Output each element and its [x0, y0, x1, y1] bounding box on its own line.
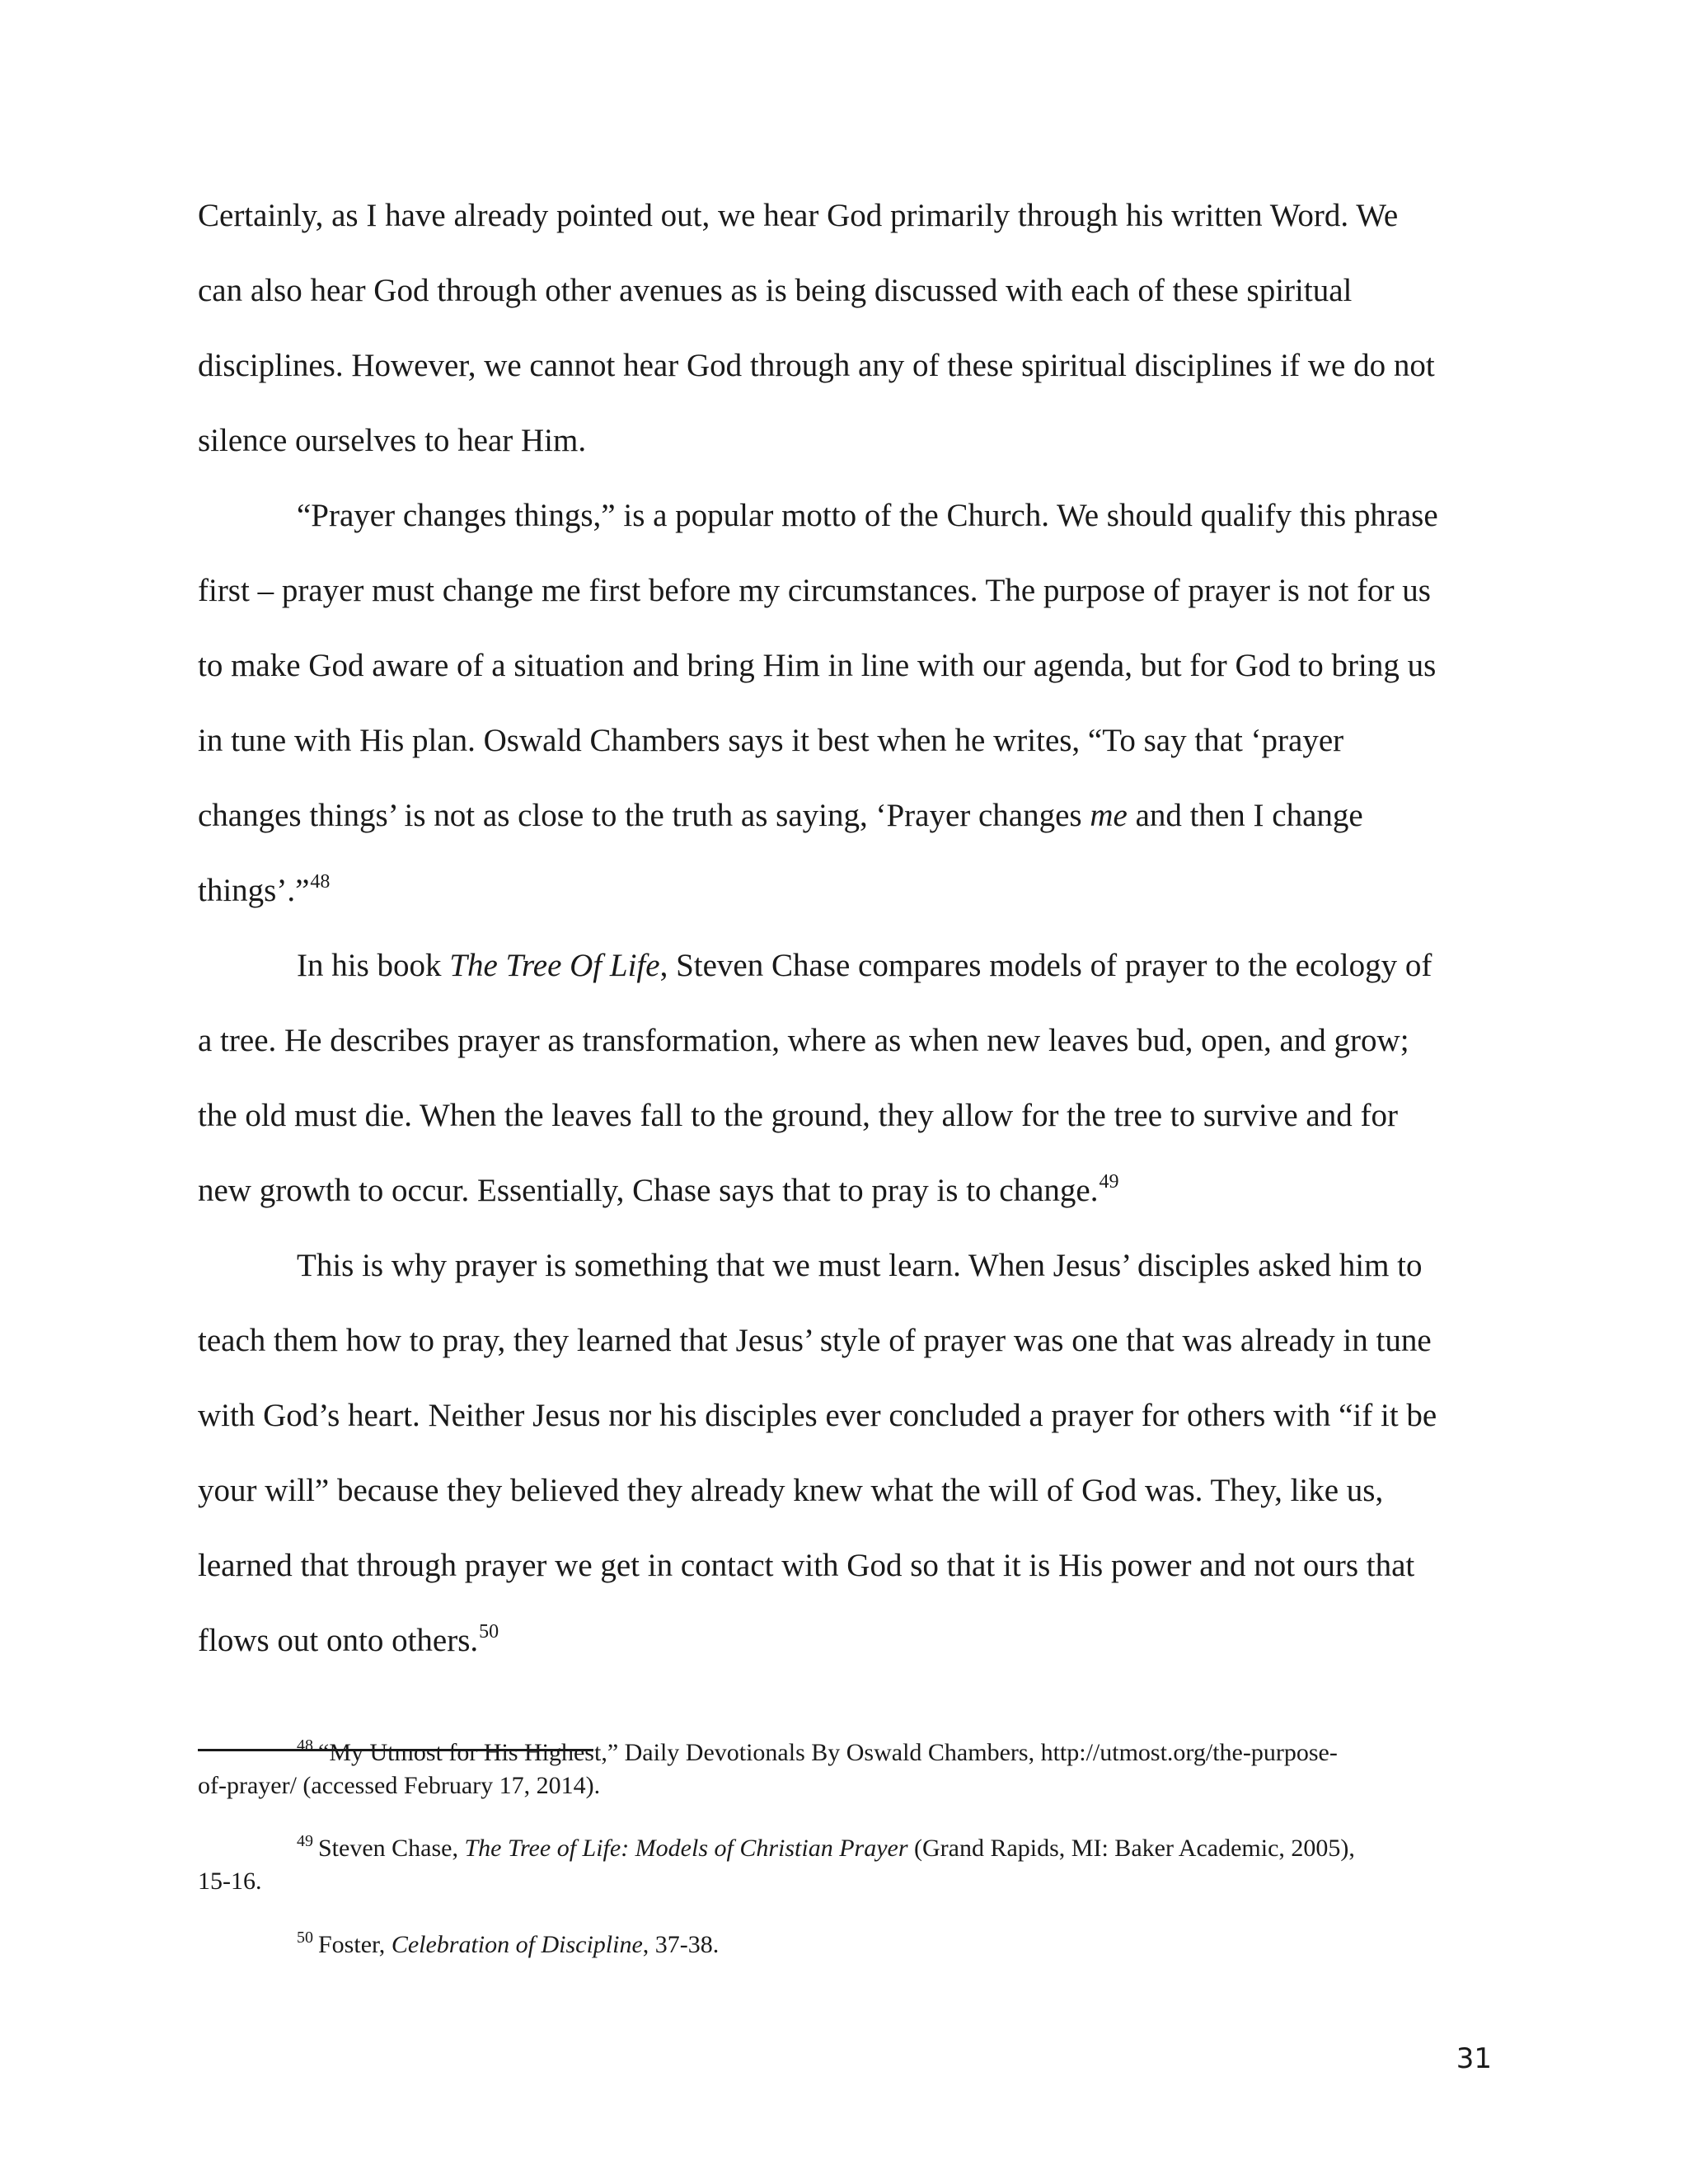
footnote-number: 49 [297, 1832, 313, 1850]
footnote-text: Steven Chase, [318, 1835, 465, 1862]
text-run: changes things’ is not as close to the truth as saying, ‘Prayer changes [198, 798, 1090, 833]
body-line [198, 1621, 499, 1658]
body-line: teach them how to pray, they learned that Jesus’ style of prayer was one that was already in tune [198, 1323, 1432, 1358]
body-line [198, 871, 331, 908]
body-line: the old must die. When the leaves fall to the ground, they allow for the tree to survive and for [198, 1098, 1398, 1133]
body-line: a tree. He describes prayer as transformation, where as when new leaves bud, open, and grow; [198, 1023, 1409, 1058]
text-run: things’.” [198, 873, 310, 908]
page-number: 31 [1456, 2042, 1492, 2075]
emphasis-text: me [1090, 798, 1128, 833]
body-line [198, 1171, 1119, 1208]
book-title: Celebration of Discipline [391, 1931, 643, 1958]
body-line: to make God aware of a situation and bring Him in line with our agenda, but for God to bring us [198, 648, 1437, 683]
footnote-text: (Grand Rapids, MI: Baker Academic, 2005), [907, 1835, 1355, 1862]
body-line: disciplines. However, we cannot hear God through any of these spiritual disciplines if we do not [198, 348, 1435, 383]
footnote-48 [297, 1736, 1338, 1766]
body-line: can also hear God through other avenues as is being discussed with each of these spiritual [198, 273, 1353, 308]
body-line: Certainly, as I have already pointed out, we hear God primarily through his written Word. We [198, 198, 1399, 233]
footnote-49 [297, 1832, 1355, 1862]
body-line: silence ourselves to hear Him. [198, 423, 587, 458]
footnote-reference: 48 [310, 871, 331, 893]
text-run: , Steven Chase compares models of prayer to the ecology of [659, 948, 1432, 983]
book-title: The Tree of Life: Models of Christian Prayer [464, 1835, 908, 1862]
footnote-line: of-prayer/ (accessed February 17, 2014). [198, 1772, 601, 1799]
footnote-50 [297, 1929, 720, 1958]
body-line: This is why prayer is something that we must learn. When Jesus’ disciples asked him to [297, 1248, 1423, 1283]
body-line: first – prayer must change me first before my circumstances. The purpose of prayer is not for us [198, 573, 1431, 608]
book-title: The Tree Of Life [449, 948, 660, 983]
body-line: “Prayer changes things,” is a popular motto of the Church. We should qualify this phrase [297, 498, 1438, 533]
footnote-number: 50 [297, 1929, 313, 1947]
footnote-line: 15-16. [198, 1868, 262, 1895]
body-line: your will” because they believed they already knew what the will of God was. They, like us, [198, 1473, 1384, 1508]
footnote-text: Foster, [318, 1931, 392, 1958]
footnote-text: “My Utmost for His Highest,” Daily Devotionals By Oswald Chambers, http://utmost.org/the-purpose- [318, 1739, 1338, 1766]
text-run: new growth to occur. Essentially, Chase says that to pray is to change. [198, 1173, 1099, 1208]
body-line: in tune with His plan. Oswald Chambers says it best when he writes, “To say that ‘prayer [198, 723, 1344, 758]
footnote-reference: 49 [1099, 1171, 1119, 1193]
body-line [297, 949, 1432, 982]
body-line [198, 799, 1363, 832]
footnote-number: 48 [297, 1736, 313, 1755]
text-run: In his book [297, 948, 450, 983]
body-line: with God’s heart. Neither Jesus nor his disciples ever concluded a prayer for others with “if it be [198, 1398, 1437, 1433]
text-run: and then I change [1127, 798, 1363, 833]
footnote-text: , 37-38. [642, 1931, 720, 1958]
text-run: flows out onto others. [198, 1623, 479, 1658]
body-line: learned that through prayer we get in contact with God so that it is His power and not ours that [198, 1548, 1415, 1583]
footnote-reference: 50 [479, 1621, 499, 1643]
